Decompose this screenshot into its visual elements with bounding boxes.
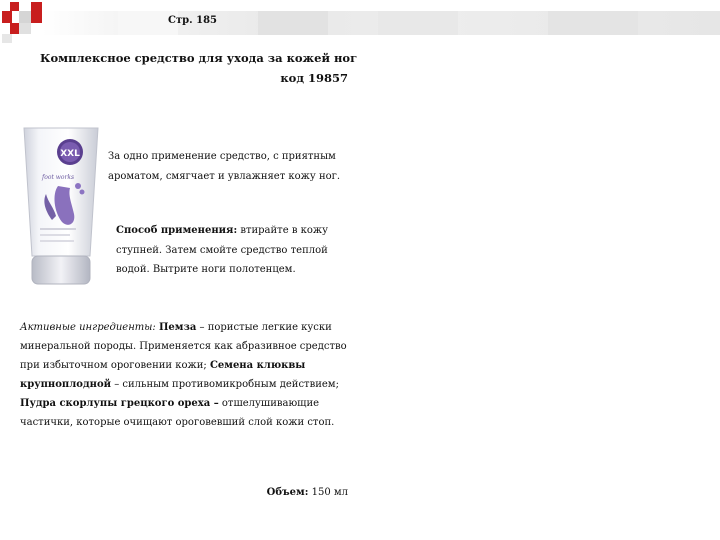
red-square: [10, 23, 19, 34]
red-square: [10, 2, 19, 11]
ingredient-text: отшелушивающие частички, которые очищают ороговевший слой кожи стоп.: [20, 398, 335, 428]
volume-value: 150 мл: [311, 487, 348, 498]
usage-block: [116, 221, 356, 280]
ingredient-name: Семена клюквы крупноплодной: [20, 360, 306, 390]
red-square: [31, 11, 42, 23]
page-number: Стр. 185: [168, 15, 217, 26]
header-band-segment: [378, 11, 458, 35]
grey-square: [19, 23, 31, 34]
grey-square: [2, 34, 12, 43]
grey-square: [19, 11, 31, 23]
ingredient-name: Пемза: [158, 322, 197, 333]
product-description: За одно применение средство, с приятным ароматом, смягчает и увлажняет кожу ног.: [108, 151, 341, 182]
ingredients-block: [20, 318, 360, 432]
foot-cream-tube-icon: [18, 124, 104, 288]
ingredient-name: Пудра скорлупы грецкого ореха –: [20, 398, 219, 409]
header-band-segment: [258, 11, 328, 35]
tube-label: foot works: [42, 174, 75, 181]
header-band-segment: [548, 11, 638, 35]
red-square: [2, 11, 12, 23]
ingredient-text: – пористые легкие куски минеральной породы. Применяется как абразивное средство при избыточном ороговении кожи;: [20, 322, 347, 371]
red-square: [31, 2, 42, 11]
usage-label: Способ применения:: [116, 225, 238, 236]
product-code: код 19857: [280, 71, 348, 85]
ingredient-text: – сильным противомикробным действием;: [114, 379, 339, 390]
svg-text:XXL: XXL: [60, 149, 80, 159]
volume: [230, 487, 348, 498]
ingredients-heading: Активные ингредиенты:: [20, 322, 156, 333]
volume-label: Объем:: [266, 487, 309, 498]
usage-text: втирайте в кожу ступней. Затем смойте средство теплой водой. Вытрите ноги полотенцем.: [116, 225, 328, 275]
product-title: Комплексное средство для ухода за кожей ног: [40, 51, 358, 65]
